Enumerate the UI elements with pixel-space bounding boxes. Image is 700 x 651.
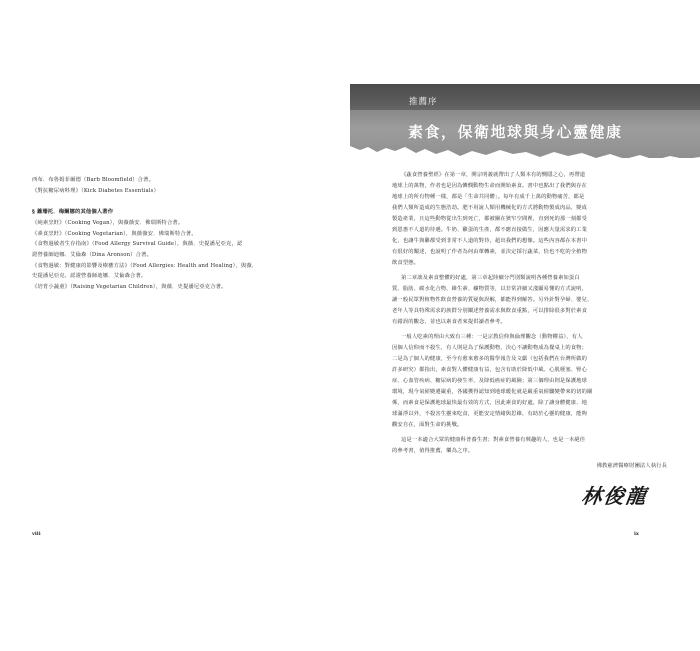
text-line: 飲食型態。 — [392, 260, 420, 266]
text-line: 質、脂肪、碳水化合物、維生素、礦物質等，以非常詳細又淺顯易懂的方式說明， — [392, 286, 588, 292]
paragraph — [392, 170, 667, 269]
text-line: 有錯誤的觀念，並也以素食者來提供讀者參考。 — [392, 319, 506, 325]
left-page — [0, 0, 345, 651]
text-line: 一般人吃素的理由大致有三種：一是宗教信仰與倫理觀念（動物權益），有人 — [401, 334, 583, 340]
author-signature: 林俊龍 — [580, 484, 650, 508]
text-line: 《蔬食營養聖經》在第一章，開宗明義就帶出了人類本有的惻隱之心，再帶道 — [401, 172, 586, 178]
text-line: 地球上的萬物，作者也是因為憐憫動物生命而開始素食。書中也點出了我們與存在 — [392, 183, 588, 189]
book-entry: 證營養師迪娜．艾倫森（Dina Aronson）合著。 — [32, 251, 152, 258]
text-line: 地球上的所有物種一樣，都是「生命共同體」。每年有成千上萬的動物痛苦，都是 — [392, 194, 585, 200]
text-line: 製造產業，且這些動物從出生到死亡，都被關在狹窄空間裡，直到死的那一刻都受 — [392, 216, 588, 222]
book-entry: 《純素烹飪》（Cooking Vegan），與薇薇安．佛瑞斯特合著。 — [32, 219, 184, 226]
signature-caption: 佛教慈濟醫療財團法人執行長 — [596, 463, 667, 469]
paragraph — [392, 332, 667, 431]
text-line: 球滿淨以外，不殺害生靈來吃食，更能安定情緒與思維，有助於心靈的健康，能夠 — [392, 411, 588, 417]
book-entry: 《食物過敏者生存指南》（Food Allergy Survival Guide），與薇．史提潘尼亞克，認 — [32, 241, 243, 248]
section-label: 推薦序 — [409, 97, 438, 107]
page-number-right: ix — [634, 531, 639, 537]
text-line: 許多研究）都指出，素食對人體健康有益，包含有助於降低中風、心肌梗塞、腎心 — [392, 367, 588, 373]
text-line: 這是一本適合大眾的健康科普養生書；對素食營養有興趣的人，也是一本絕佳 — [401, 437, 586, 443]
text-line: 我們人類所造成的生態浩劫。肥不用說人類用機械化的方式將動物製成肉品，變成 — [392, 205, 588, 211]
book-entry: 《培育小蔬童》（Raising Vegetarian Children），與薇．史提潘尼亞克合著。 — [32, 284, 227, 291]
text-line: 化，也讓牛與雞都受到非常不人道的對待，超出我們的想像。這些內容都在本書中 — [392, 238, 588, 244]
text-line: 讓一般民眾對植物性飲食營養的質疑與誤解，都能得到解答。另外針對孕婦、嬰兒、 — [392, 297, 593, 303]
right-page-text — [392, 170, 667, 472]
left-page-text — [32, 175, 302, 293]
text-line: 二是為了個人的健康，至今有愈來愈多的醫學報告及文獻（包括我們在台灣所做的 — [392, 356, 588, 362]
text-line: 老年人等具特殊需求的族群分別闡述營養需求與飲食重點，可以排除很多對於素食 — [392, 308, 588, 314]
text-line: 觀安自在，面對生命的挑戰。 — [392, 422, 463, 428]
book-entry: 《素食烹飪》（Cooking Vegetarian），與薇薇安．佛瑞斯特合著。 — [32, 230, 197, 237]
text-line: 第二章談及素食整體的好處，第三章起陸續分門別類說明各種營養素如蛋白 — [401, 275, 580, 281]
text-line: 《對抗糖尿病料理》（Kick Diabetes Essentials） — [32, 187, 159, 194]
text-line: 環境，現今氣候變遷嚴重，各國獲得認知到地球暖化就是嚴重氣候驟變帶來的切的關 — [392, 389, 593, 395]
page-number-left: viii — [32, 531, 41, 537]
text-line: 係，而素食是保護地球最快最有效的方式，因此素食的好處，除了讓身體健康、地 — [392, 400, 588, 406]
chapter-title: 素食，保衛地球與身心靈健康 — [408, 123, 623, 141]
text-line: 的參考書，值得推薦，樂為之序。 — [392, 448, 474, 454]
text-line: 症、心血管疾病、糖尿病的發生率，及降低癌症的風險；第三個理由則是保護地球 — [392, 378, 588, 384]
text-line: 到恩惠不人道的待遇。牛奶、雞蛋的生產，都不應直接做生，因應大量需求的工業 — [392, 227, 588, 233]
book-entry: 《食物過敏：對健康的影響及療癒方法》（Food Allergies: Health and Healing），與薇． — [32, 262, 258, 269]
text-line: 西布．布魯姆菲爾德（Barb Bloomfield）合著。 — [32, 177, 155, 183]
paragraph — [392, 273, 667, 328]
paragraph — [392, 435, 667, 457]
text-line: 有很好的闡述，也說明了作者為何由葷轉素，並決定採行蔬菜，恰也不吃的全植物 — [392, 249, 588, 255]
text-line: 因個人信仰而不殺生，有人則是為了保護動物，決心不讓動物成為餐桌上的食物； — [392, 345, 588, 351]
book-entry: 史提潘尼亞克、認證營養師迪娜．艾倫森合著。 — [32, 273, 147, 280]
section-heading: § 蕭珊托．梅爾娜的其他個人著作 — [32, 209, 114, 216]
